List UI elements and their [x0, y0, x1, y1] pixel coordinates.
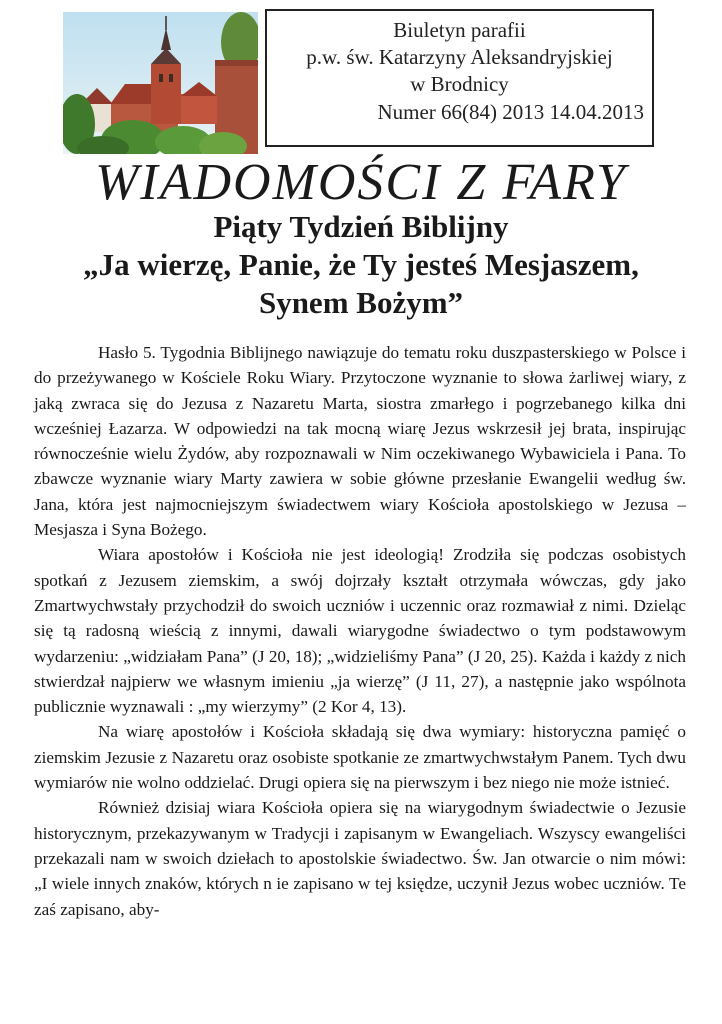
- church-tower-photo-icon: [63, 12, 258, 154]
- headline-line-1: Piąty Tydzień Biblijny: [213, 209, 509, 244]
- headline-line-3: Synem Bożym”: [258, 285, 464, 320]
- article-paragraph-1: Hasło 5. Tygodnia Biblijnego nawiązuje do tematu roku duszpasterskiego w Polsce i do przeżywanego w Kościele Roku Wiary. Przytoczone wyznanie to słowa żarliwej wiary, z jaką zwraca się do Jezusa z Nazaretu Marta, siostra zmarłego i pogrzebanego kilka dni wcześniej Łazarza. W odpowiedzi na tak mocną wiarę Jezus wskrzesił jej brata, inspirując równocześnie wielu Żydów, aby rozpoznawali w Nim oczekiwanego Wybawiciela i Pana. To zbawcze wyznanie wiary Marty zawiera w sobie główne przesłanie Ewangelii według św. Jana, która jest najmocniejszym świadectwem wiary Kościoła apostolskiego w Jezusa – Mesjasza i Syna Bożego.: [34, 343, 686, 540]
- article-paragraph-3: Na wiarę apostołów i Kościoła składają się dwa wymiary: historyczna pamięć o ziemskim Jezusie z Nazaretu oraz osobiste spotkanie ze zmartwychwstałym Panem. Tych dwu wymiarów nie wolno oddzielać. Drugi opiera się na pierwszym i bez niego nie może istnieć.: [34, 722, 686, 793]
- church-photo: [63, 12, 258, 154]
- article-body: [34, 340, 686, 922]
- article-headline: [0, 208, 722, 322]
- headline-line-2: „Ja wierzę, Panie, że Ty jesteś Mesjaszem,: [83, 247, 639, 282]
- article-paragraph-2: Wiara apostołów i Kościoła nie jest ideologią! Zrodziła się podczas osobistych spotkań z Jezusem ziemskim, a swój dojrzały kształt otrzymała wówczas, gdy jako Zmartwychwstały przychodził do swoich uczniów i uczennic oraz rozmawiał z nimi. Dzieląc się tą radosną wieścią z innymi, dawali wiarygodne świadectwo o tym podstawowym wydarzeniu: „widziałam Pana” (J 20, 18); „widzieliśmy Pana” (J 20, 25). Każda i każdy z nich stwierdzał najpierw we własnym imieniu „ja wierzę” (J 11, 27), a następnie jako wspólnota publicznie wyznawali : „my wierzymy” (2 Kor 4, 13).: [34, 545, 686, 717]
- bulletin-info-box: [265, 9, 654, 147]
- masthead-title: WIADOMOŚCI Z FARY: [95, 154, 627, 211]
- parish-name: p.w. św. Katarzyny Aleksandryjskiej: [306, 45, 613, 69]
- article-paragraph-4: Również dzisiaj wiara Kościoła opiera się na wiarygodnym świadectwie o Jezusie historycznym, przekazywanym w Tradycji i zapisanym w Ewangeliach. Wszyscy ewangeliści przekazali nam w swoich dziełach to apostolskie świadectwo. Św. Jan otwarcie o nim mówi: „I wiele innych znaków, których n ie zapisano w tej księdze, uczynił Jezus wobec uczniów. Te zaś zapisano, aby-: [34, 798, 686, 919]
- issue-number-date: Numer 66(84) 2013 14.04.2013: [377, 100, 644, 124]
- bulletin-title: Biuletyn parafii: [393, 18, 526, 42]
- parish-town: w Brodnicy: [410, 72, 509, 96]
